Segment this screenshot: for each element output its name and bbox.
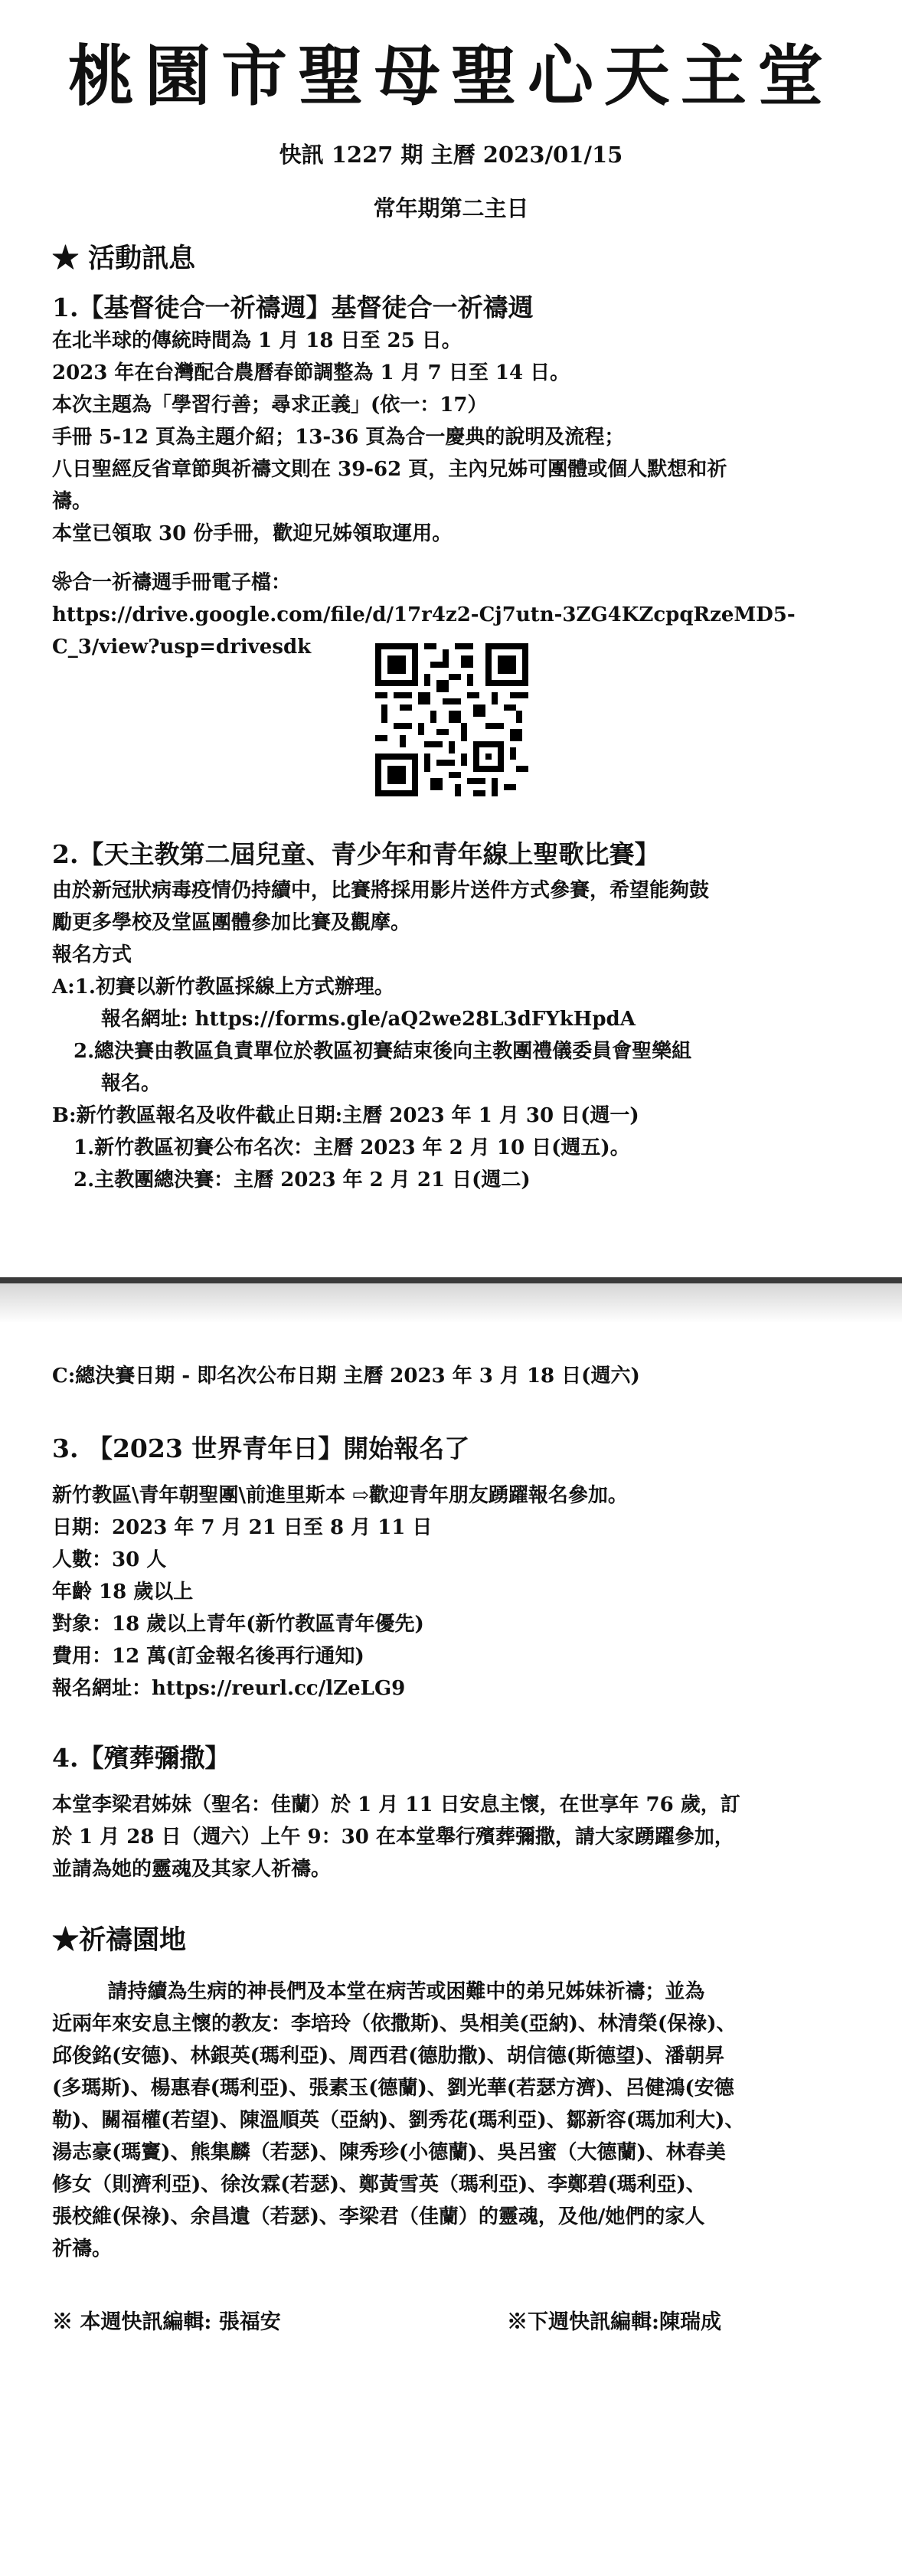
- page-divider: [0, 1277, 902, 1283]
- item2-c-line: C:總決賽日期 - 即名次公布日期 主曆 2023 年 3 月 18 日(週六): [52, 1365, 640, 1388]
- item3-line: 人數：30 人: [52, 1548, 167, 1571]
- handbook-link-cont[interactable]: C_3/view?usp=drivesdk: [52, 636, 312, 659]
- item3-heading: 3. 【2023 世界青年日】開始報名了: [52, 1433, 470, 1463]
- item1-heading: 1.【基督徒合一祈禱週】基督徒合一祈禱週: [52, 293, 534, 322]
- item3-line: 新竹教區\青年朝聖團\前進里斯本 ⇨歡迎青年朋友踴躍報名參加。: [52, 1484, 628, 1507]
- item2-b2: 2.主教團總決賽：主曆 2023 年 2 月 21 日(週二): [74, 1169, 531, 1192]
- church-title: 桃園市聖母聖心天主堂: [68, 38, 834, 115]
- qr-code-image: [375, 643, 528, 796]
- prayer-line: 勒)、關福權(若望)、陳溫順英（亞納)、劉秀花(瑪利亞)、鄒新容(瑪加利大)、: [52, 2109, 745, 2132]
- prayer-line: (多瑪斯)、楊惠春(瑪利亞)、張素玉(德蘭)、劉光華(若瑟方濟)、呂健鴻(安德: [52, 2077, 734, 2100]
- item4-line: 於 1 月 28 日（週六）上午 9：30 在本堂舉行殯葬彌撒，請大家踴躍參加，: [52, 1826, 734, 1849]
- item4-body: [52, 1789, 740, 1885]
- prayer-line: 修女（則濟利亞)、徐汝霖(若瑟)、鄭黃雪英（瑪利亞)、李鄭碧(瑪利亞)、: [52, 2173, 706, 2196]
- item1-body: [52, 325, 727, 550]
- item1-line: 手冊 5-12 頁為主題介紹；13-36 頁為合一慶典的說明及流程；: [52, 426, 625, 449]
- item3-line: 年齡 18 歲以上: [52, 1581, 194, 1603]
- prayer-line: 湯志豪(瑪竇)、熊集麟（若瑟)、陳秀珍(小德蘭)、吳呂蜜（大德蘭)、林春美: [52, 2141, 726, 2164]
- item2-line: 勵更多學校及堂區團體參加比賽及觀摩。: [52, 911, 411, 934]
- item2-b1: 1.新竹教區初賽公布名次：主曆 2023 年 2 月 10 日(週五)。: [74, 1136, 630, 1159]
- item3-line: 對象：18 歲以上青年(新竹教區青年優先): [52, 1613, 424, 1636]
- item4-line: 本堂李梁君姊妹（聖名：佳蘭）於 1 月 11 日安息主懷，在世享年 76 歲，訂: [52, 1793, 740, 1816]
- editor-next-week: ※下週快訊編輯:陳瑞成: [507, 2310, 721, 2334]
- prayer-line: 近兩年來安息主懷的教友：李培玲（依撒斯)、吳相美(亞納)、林清榮(保祿)、: [52, 2012, 737, 2035]
- item2-c: [52, 1360, 640, 1392]
- item2-line: 由於新冠狀病毒疫情仍持續中，比賽將採用影片送件方式參賽，希望能夠鼓: [52, 879, 710, 902]
- item2-line: 報名方式: [52, 943, 132, 966]
- item3-line: 費用：12 萬(訂金報名後再行通知): [52, 1645, 364, 1668]
- item1-line: 在北半球的傳統時間為 1 月 18 日至 25 日。: [52, 329, 462, 352]
- prayer-line: 張校維(保祿)、余昌遺（若瑟)、李梁君（佳蘭）的靈魂，及他/她們的家人: [52, 2205, 705, 2228]
- handbook-link[interactable]: https://drive.google.com/file/d/17r4z2-Cj7utn-3ZG4KZcpqRzeMD5-: [52, 603, 796, 626]
- item1-line: 本次主題為「學習行善；尋求正義」(依一：17）: [52, 394, 488, 417]
- prayer-line: 邱俊銘(安德)、林銀英(瑪利亞)、周西君(德肋撒)、胡信德(斯德望)、潘朝昇: [52, 2045, 725, 2068]
- item3-body: [52, 1479, 628, 1705]
- prayer-line: 祈禱。: [52, 2238, 113, 2261]
- item2-a2: 2.總決賽由教區負責單位於教區初賽結束後向主教團禮儀委員會聖樂組: [74, 1040, 692, 1063]
- item1-line: 禱。: [52, 490, 93, 513]
- item2-heading: 2.【天主教第二屆兒童、青少年和青年線上聖歌比賽】: [52, 839, 660, 869]
- editor-this-week: ※ 本週快訊編輯: 張福安: [52, 2310, 281, 2334]
- item1-line: 2023 年在台灣配合農曆春節調整為 1 月 7 日至 14 日。: [52, 361, 570, 384]
- item2-body: [52, 874, 709, 1196]
- item2-b: B:新竹教區報名及收件截止日期:主曆 2023 年 1 月 30 日(週一): [52, 1104, 639, 1127]
- handbook-link-label: ❀合一祈禱週手冊電子檔：: [52, 571, 292, 594]
- item4-line: 並請為她的靈魂及其家人祈禱。: [52, 1858, 332, 1881]
- liturgical-sunday: 常年期第二主日: [373, 195, 529, 221]
- section-activities-title: ★ 活動訊息: [52, 243, 196, 274]
- prayer-heading: ★祈禱園地: [52, 1924, 187, 1956]
- bulletin-number: 快訊 1227 期 主曆 2023/01/15: [279, 142, 623, 168]
- item1-line: 八日聖經反省章節與祈禱文則在 39-62 頁，主內兄姊可團體或個人默想和祈: [52, 458, 727, 481]
- item2-line: A:1.初賽以新竹教區採線上方式辦理。: [52, 976, 394, 999]
- item4-heading: 4.【殯葬彌撒】: [52, 1743, 230, 1773]
- page-divider-shadow: [0, 1277, 902, 1323]
- item2-a2-cont: 報名。: [101, 1072, 162, 1095]
- prayer-body: [52, 1976, 744, 2265]
- item1-line: 本堂已領取 30 份手冊，歡迎兄姊領取運用。: [52, 522, 453, 545]
- prayer-line: 請持續為生病的神長們及本堂在病苦或困難中的弟兄姊妹祈禱；並為: [52, 1980, 705, 2003]
- registration-url[interactable]: 報名網址: https://forms.gle/aQ2we28L3dFYkHpdA: [101, 1008, 636, 1031]
- item3-line: 日期：2023 年 7 月 21 日至 8 月 11 日: [52, 1516, 433, 1539]
- item3-line[interactable]: 報名網址：https://reurl.cc/lZeLG9: [52, 1677, 406, 1700]
